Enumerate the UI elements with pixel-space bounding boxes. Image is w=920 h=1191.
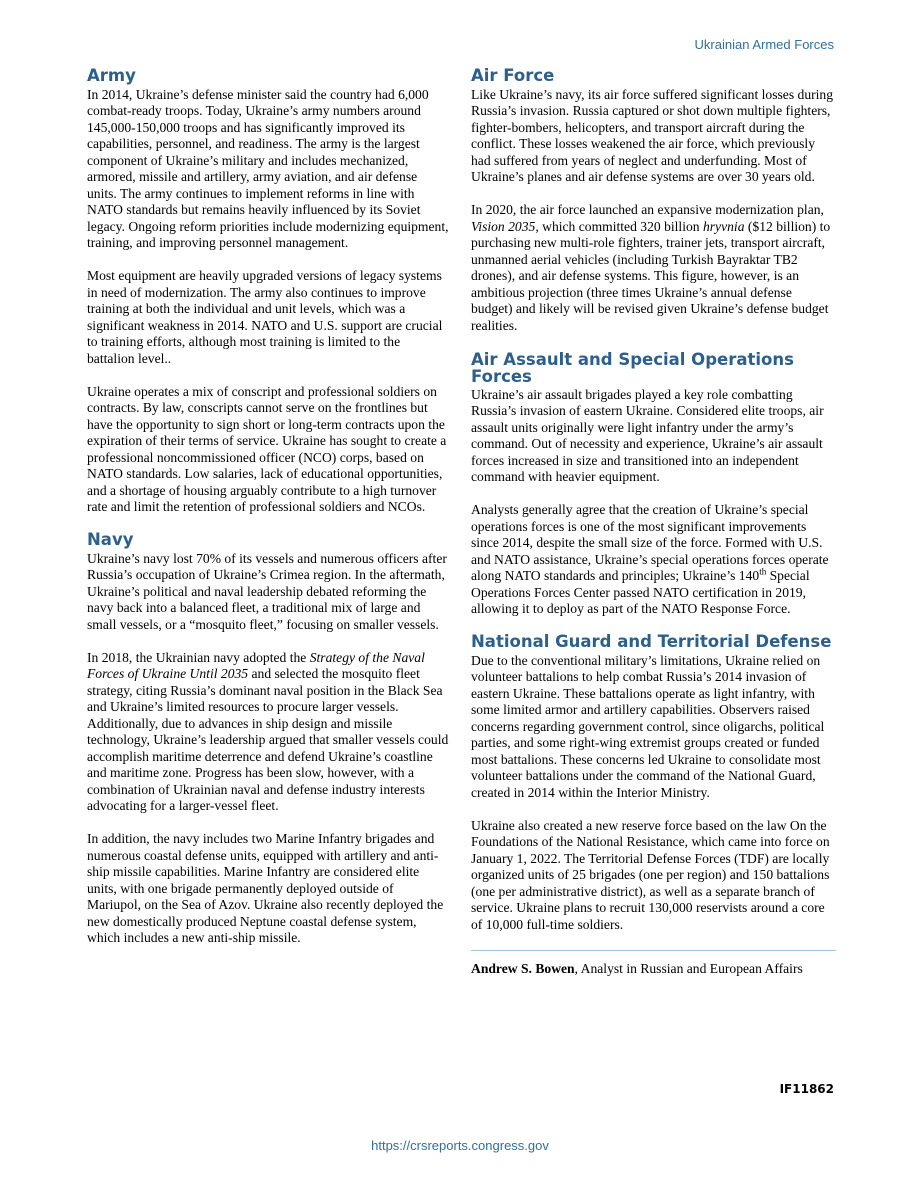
air-force-heading: Air Force [471, 66, 555, 85]
national-guard-section [471, 634, 836, 933]
navy-paragraph-1: Ukraine’s navy lost 70% of its vessels and numerous officers after Russia’s occupation of Ukraine’s Crimea region. In the aftermath, Ukraine’s political and naval leadership debated reforming the navy back into a balanced fleet, a traditional mix of large and small vessels, or a “mosquito fleet,” focusing on smaller vessels. [87, 550, 447, 632]
air-assault-p2-text-b: Special Operations Forces Center passed NATO certification in 2019, allowing it to deploy as part of the NATO Response Force. [471, 568, 810, 616]
ordinal-suffix: th [759, 566, 767, 577]
air-force-p2-text-c: ($12 billion) to purchasing new multi-role fighters, trainer jets, transport aircraft, unmanned aerial vehicles (including Turkish Bayraktar TB2 drones), and air defense systems. This figure, however, is an ambitious projection (three times Ukraine’s annual defense budget) and likely will be revised given Ukraine’s defense budget realities. [471, 218, 831, 333]
navy-section [87, 532, 449, 947]
air-force-paragraph-2 [471, 202, 836, 334]
air-assault-heading: Air Assault and Special Operations Forces [471, 349, 794, 386]
author-block [471, 950, 836, 978]
right-column [471, 68, 836, 977]
running-header: Ukrainian Armed Forces [694, 37, 834, 52]
hryvnia-term: hryvnia [702, 218, 745, 234]
army-paragraph-1: In 2014, Ukraine’s defense minister said the country had 6,000 combat-ready troops. Today, Ukraine’s army numbers around 145,000-150,000 troops and has significantly improved its capabilities, personnel, and readiness. The army is the largest component of Ukraine’s military and includes mechanized, armored, missile and artillery, army aviation, and air defense units. The army continues to implement reforms in line with NATO standards but remains heavily influenced by its Soviet legacy. Ongoing reform priorities include modernizing equipment, training, and improving personnel management. [87, 86, 449, 250]
air-force-p2-text-a: In 2020, the air force launched an expansive modernization plan, [471, 202, 824, 217]
air-force-section [471, 68, 836, 334]
army-section [87, 68, 449, 516]
national-guard-heading: National Guard and Territorial Defense [471, 632, 832, 651]
vision-2035-title: Vision 2035 [471, 218, 536, 234]
navy-p2-text-a: In 2018, the Ukrainian navy adopted the [87, 649, 310, 665]
author-title: , Analyst in Russian and European Affairs [574, 960, 803, 976]
air-assault-paragraph-2 [471, 502, 836, 618]
national-guard-paragraph-1: Due to the conventional military’s limitations, Ukraine relied on volunteer battalions to help combat Russia’s 2014 invasion of eastern Ukraine. These battalions operate as light infantry, with some limited armor and artillery capabilities. Observers raised concerns regarding government control, since oligarchs, political parties, and some right-wing extremist groups created or funded most battalions. These concerns led Ukraine to consolidate most volunteer battalions under the command of the National Guard, created in 2014 within the Interior Ministry. [471, 652, 825, 800]
air-assault-paragraph-1: Ukraine’s air assault brigades played a key role combatting Russia’s invasion of eastern Ukraine. Considered elite troops, air assault units originally were light infantry under the army’s command. Out of necessity and experience, Ukraine’s air assault forces increased in size and transitioned into an independent command with heavier equipment. [471, 386, 824, 484]
naval-strategy-title: Strategy of the Naval Forces of Ukraine Until 2035 [87, 649, 425, 681]
air-assault-section [471, 351, 836, 618]
left-column [87, 68, 449, 963]
report-number: IF11862 [779, 1082, 834, 1096]
author-name: Andrew S. Bowen [471, 960, 575, 976]
navy-p2-text-b: and selected the mosquito fleet strategy, citing Russia’s dominant naval position in the Black Sea and Ukraine’s limited resources to procure larger vessels. Additionally, due to advances in ship design and missile technology, Ukraine’s leadership argued that smaller vessels could accomplish maritime deterrence and defend Ukraine’s coastline and maritime zone. Progress has been slow, however, with a combination of Ukrainian naval and defense industry interests advocating for a larger-vessel fleet. [87, 666, 449, 813]
national-guard-paragraph-2: Ukraine also created a new reserve force based on the law On the Foundations of the National Resistance, which came into force on January 1, 2022. The Territorial Defense Forces (TDF) are locally organized units of 25 brigades (one per region) and 150 battalions (one per administrative district), as well as a separate branch of service. Ukraine plans to recruit 130,000 reservists around a core of 10,000 full-time soldiers. [471, 817, 830, 932]
army-paragraph-3: Ukraine operates a mix of conscript and professional soldiers on contracts. By law, conscripts cannot serve on the frontlines but have the opportunity to sign short or long-term contracts upon the expiration of their terms of service. Ukraine has sought to create a professional noncommissioned officer (NCO) corps, based on NATO standards. Low salaries, lack of educational opportunities, and a shortage of housing arguably contribute to a high turnover rate and limit the retention of professional soldiers and NCOs. [87, 383, 447, 514]
air-force-paragraph-1: Like Ukraine’s navy, its air force suffered significant losses during Russia’s invasion. Russia captured or shot down multiple fighters, fighter-bombers, helicopters, and transport aircraft during the conflict. These losses weakened the air force, which previously had suffered from years of neglect and underfunding. Most of Ukraine’s planes and air defense systems are over 30 years old. [471, 86, 834, 184]
navy-heading: Navy [87, 530, 134, 549]
air-force-p2-text-b: , which committed 320 billion [535, 218, 703, 234]
footer-url-link[interactable]: https://crsreports.congress.gov [371, 1138, 549, 1153]
army-paragraph-2: Most equipment are heavily upgraded versions of legacy systems in need of modernization. The army also continues to improve training at both the individual and unit levels, which was a significant weakness in 2014. NATO and U.S. support are crucial to training efforts, although most training is limited to the battalion level.. [87, 268, 443, 366]
army-heading: Army [87, 66, 136, 85]
navy-paragraph-3: In addition, the navy includes two Marine Infantry brigades and numerous coastal defense units, equipped with artillery and anti-ship missile capabilities. Marine Infantry are considered elite units, with one brigade permanently deployed outside of Mariupol, on the Sea of Azov. Ukraine also recently deployed the new domestically produced Neptune coastal defense system, which includes a new anti-ship missile. [87, 831, 444, 945]
navy-paragraph-2 [87, 650, 449, 815]
air-assault-p2-text-a: Analysts generally agree that the creation of Ukraine’s special operations forces is one of the most significant improvements since 2014, despite the small size of the force. Formed with U.S. and NATO assistance, Ukraine’s special operations forces operate along NATO standards and principles; Ukraine’s 140 [471, 502, 829, 583]
